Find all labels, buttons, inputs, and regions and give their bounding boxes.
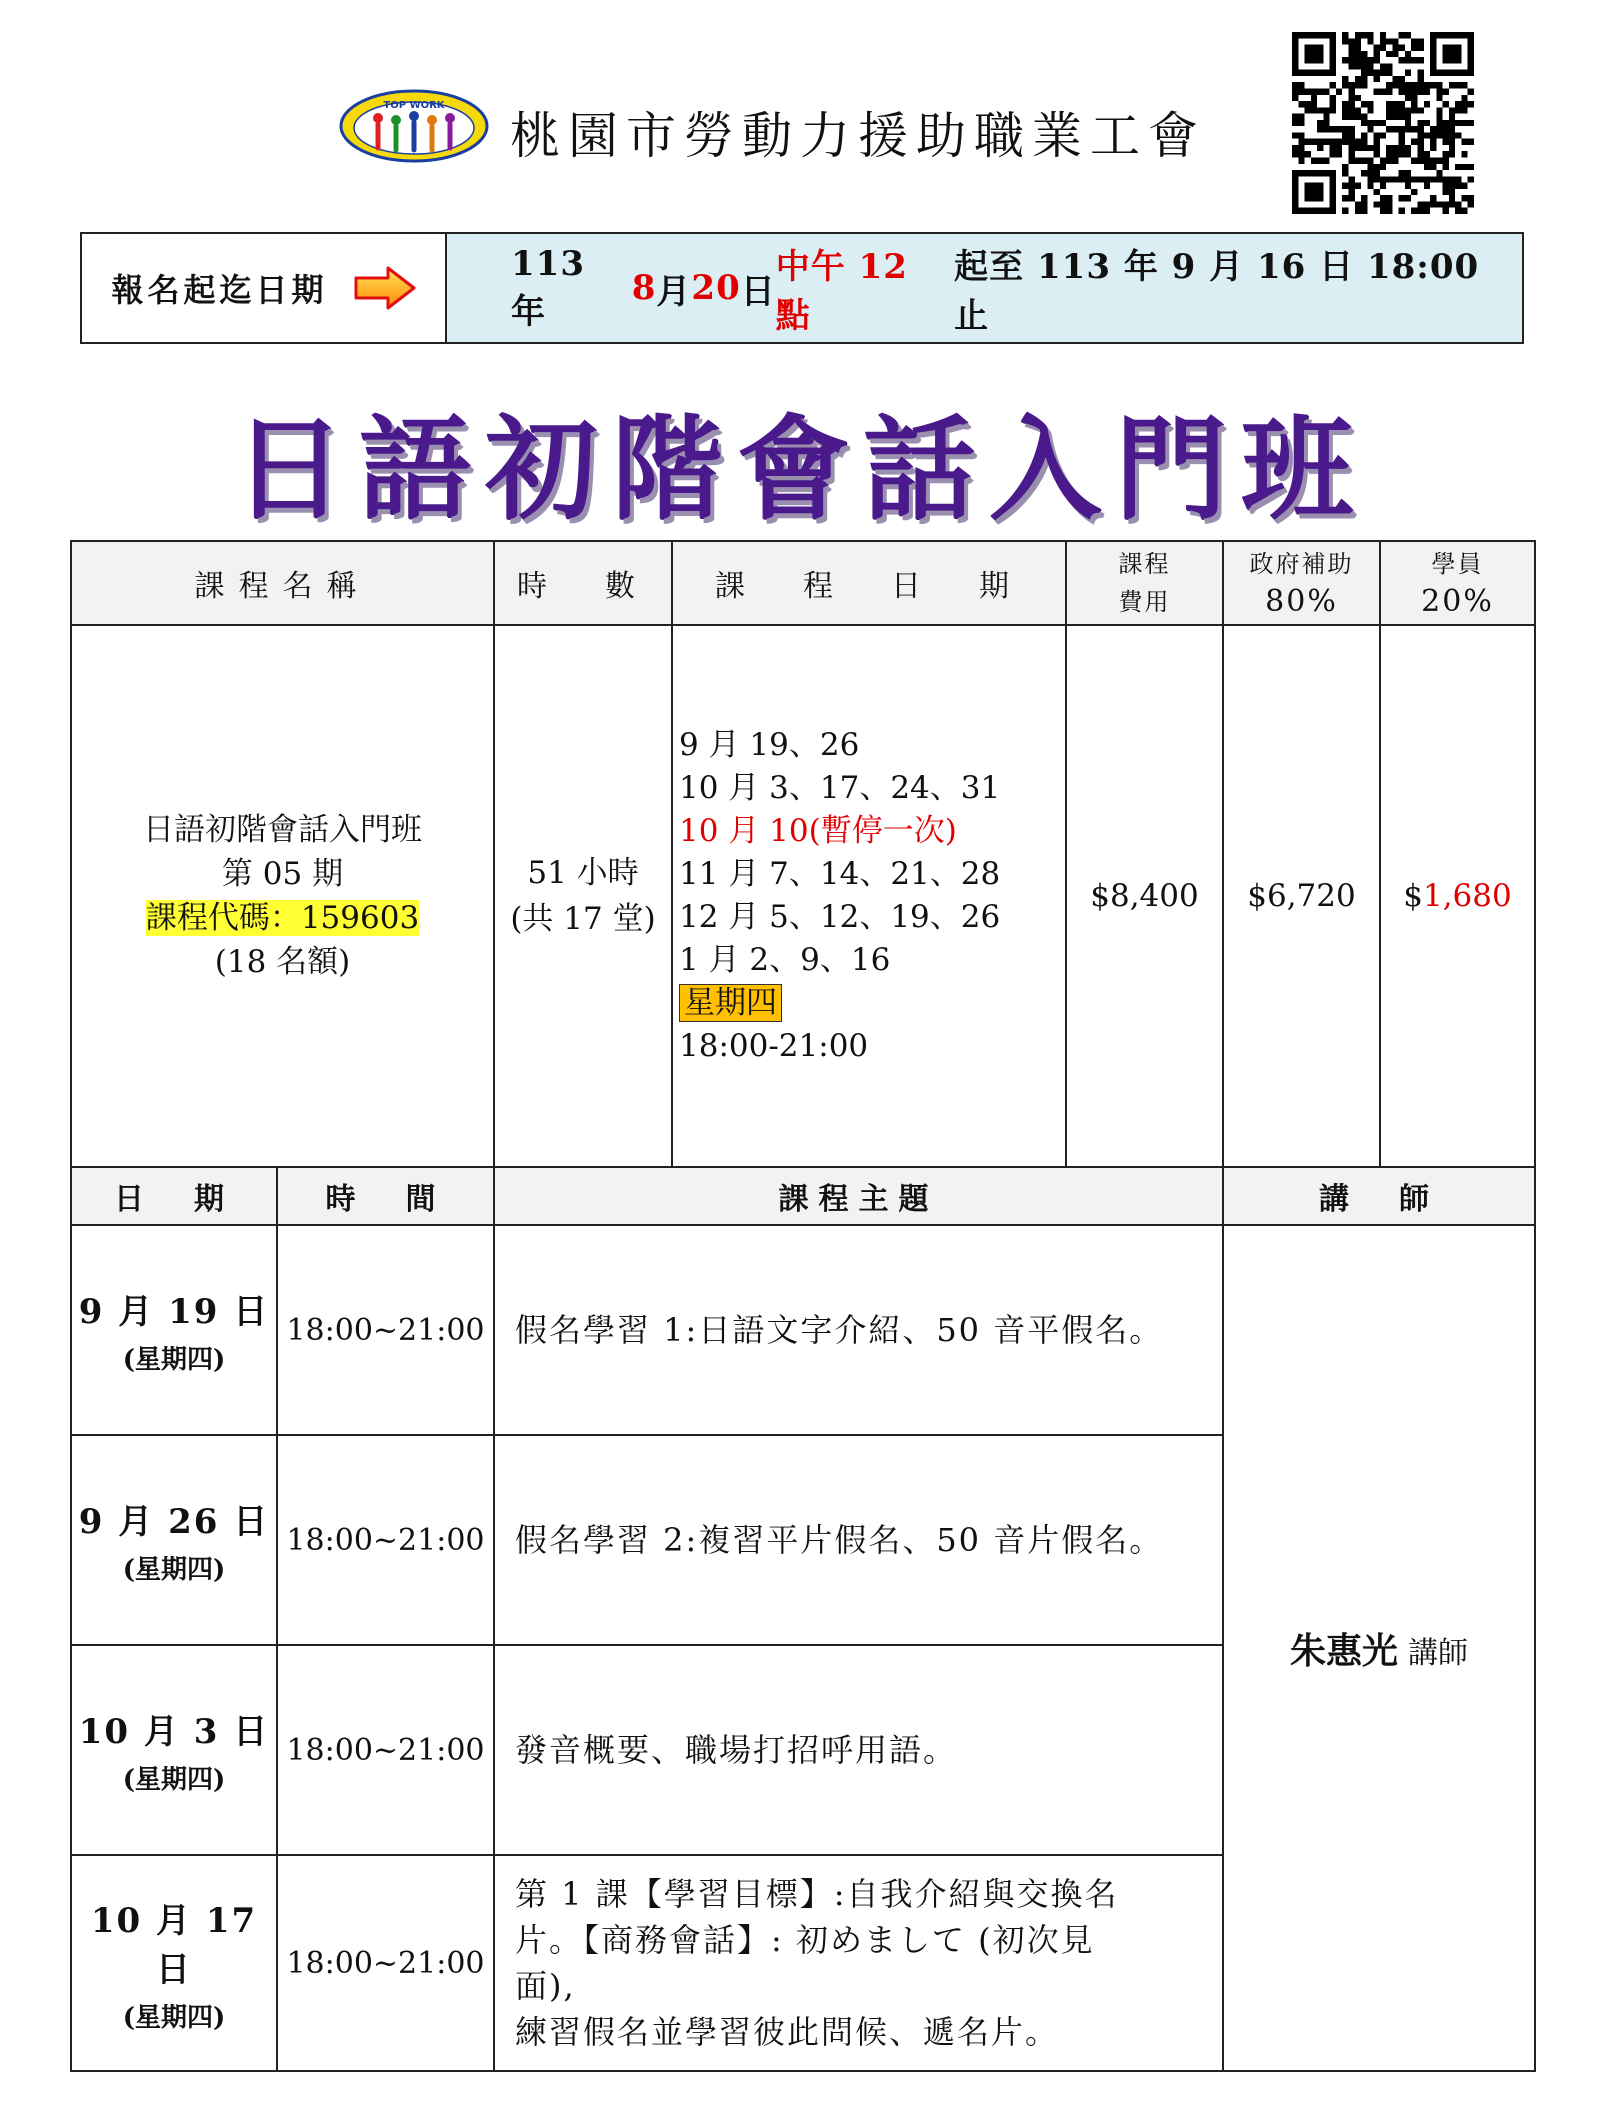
schedule-topic-line: 假名學習 1:日語文字介紹、50 音平假名。 — [515, 1311, 1164, 1349]
schedule-header-date: 日 期 — [71, 1167, 277, 1225]
org-name: 桃園市勞動力援助職業工會 — [510, 107, 1206, 165]
header-gov-line1: 政府補助 — [1249, 550, 1354, 578]
course-code-text: 課程代碼：159603 — [145, 900, 420, 936]
schedule-date-cell — [71, 1435, 277, 1645]
schedule-topic-line: 片。【商務會話】: 初めまして (初次見 — [515, 1921, 1095, 1959]
header-gov-line2: 80% — [1265, 584, 1338, 619]
schedule-row — [71, 1225, 1535, 1435]
header-student — [1380, 541, 1535, 625]
arrow-right-icon — [354, 266, 416, 310]
reg-text-4: 20 — [691, 268, 741, 308]
course-fee: $8,400 — [1066, 625, 1223, 1167]
schedule-topic-line: 假名學習 2:複習平片假名、50 音片假名。 — [515, 1521, 1164, 1559]
schedule-header-teacher: 講 師 — [1223, 1167, 1535, 1225]
reg-text-3: 月 — [656, 271, 692, 312]
course-table — [70, 540, 1536, 1168]
course-quota: (18 名額) — [214, 944, 351, 980]
header-gov-subsidy — [1223, 541, 1380, 625]
header-course-name: 課程名稱 — [71, 541, 494, 625]
schedule-table — [70, 1166, 1536, 2072]
header-student-line2: 20% — [1421, 584, 1494, 619]
registration-label-cell — [82, 234, 447, 342]
reg-text-5: 日 — [740, 271, 776, 312]
course-term: 第 05 期 — [221, 856, 344, 892]
course-date-line: 10 月 3、17、24、31 — [679, 770, 1001, 806]
schedule-time: 18:00~21:00 — [277, 1225, 494, 1435]
course-weekday — [679, 982, 1065, 1025]
qr-code[interactable] — [1292, 32, 1474, 214]
schedule-topic — [494, 1435, 1223, 1645]
student-fee-prefix: $ — [1403, 878, 1423, 914]
course-table-header — [71, 541, 1535, 625]
course-student-fee — [1380, 625, 1535, 1167]
course-name-cell — [71, 625, 494, 1167]
schedule-topic — [494, 1645, 1223, 1855]
schedule-topic — [494, 1225, 1223, 1435]
header-hours: 時 數 — [494, 541, 672, 625]
schedule-date: 10 月 3 日 — [78, 1712, 270, 1752]
schedule-date-cell — [71, 1225, 277, 1435]
schedule-weekday: (星期四) — [122, 2002, 226, 2033]
student-fee-amount: 1,680 — [1422, 878, 1512, 914]
teacher-cell — [1223, 1225, 1535, 2071]
course-name: 日語初階會話入門班 — [143, 812, 422, 848]
course-date-line: 11 月 7、14、21、28 — [679, 856, 1001, 892]
schedule-header — [71, 1167, 1535, 1225]
teacher-title: 講師 — [1408, 1635, 1468, 1671]
course-hours: 51 小時 — [527, 855, 639, 891]
header-fee — [1066, 541, 1223, 625]
reg-text-6: 中午 12 點 — [775, 247, 908, 336]
logo-text: TOP WORK — [383, 100, 445, 111]
union-logo — [338, 88, 490, 164]
schedule-date: 9 月 26 日 — [78, 1502, 270, 1542]
course-dates-cell — [672, 625, 1066, 1167]
course-code — [72, 896, 493, 940]
reg-text-2: 8 — [631, 268, 657, 308]
schedule-topic-line: 面), — [515, 1967, 576, 2005]
page-title: 日語初階會話入門班 — [233, 405, 1367, 535]
course-date-line: 12 月 5、12、19、26 — [679, 899, 1001, 935]
registration-period — [447, 234, 1522, 342]
schedule-weekday: (星期四) — [122, 1345, 226, 1375]
schedule-date-cell — [71, 1855, 277, 2071]
header-fee-line2: 費用 — [1118, 588, 1171, 616]
schedule-header-topic: 課程主題 — [494, 1167, 1223, 1225]
schedule-date: 9 月 19 日 — [78, 1292, 270, 1332]
schedule-topic-line: 第 1 課【學習目標】:自我介紹與交換名 — [515, 1875, 1119, 1913]
course-row — [71, 625, 1535, 1167]
course-time: 18:00-21:00 — [679, 1028, 869, 1064]
schedule-topic-line: 發音概要、職場打招呼用語。 — [515, 1731, 958, 1769]
registration-bar — [80, 232, 1524, 344]
schedule-topic — [494, 1855, 1223, 2071]
schedule-weekday: (星期四) — [122, 1765, 226, 1795]
course-gov-subsidy: $6,720 — [1223, 625, 1380, 1167]
course-date-line: 1 月 2、9、16 — [679, 942, 891, 978]
schedule-time: 18:00~21:00 — [277, 1435, 494, 1645]
reg-text-1: 113 年 — [511, 243, 585, 332]
schedule-date: 10 月 17 日 — [90, 1900, 258, 1990]
registration-label: 報名起迄日期 — [111, 271, 328, 309]
schedule-weekday: (星期四) — [122, 1555, 226, 1585]
reg-text-7: 起至 113 年 9 月 16 日 18:00 止 — [954, 247, 1480, 336]
header-student-line1: 學員 — [1431, 550, 1484, 578]
teacher-name: 朱惠光 — [1289, 1630, 1398, 1672]
schedule-topic-line: 練習假名並學習彼此問候、遞名片。 — [515, 2013, 1060, 2051]
course-hours-cell — [494, 625, 672, 1167]
header-fee-line1: 課程 — [1118, 550, 1171, 578]
course-date-line: 9 月 19、26 — [679, 727, 860, 763]
schedule-time: 18:00~21:00 — [277, 1855, 494, 2071]
schedule-time: 18:00~21:00 — [277, 1645, 494, 1855]
schedule-date-cell — [71, 1645, 277, 1855]
course-weekday-badge: 星期四 — [679, 984, 782, 1022]
course-sessions: (共 17 堂) — [510, 901, 656, 937]
header-dates: 課 程 日 期 — [672, 541, 1066, 625]
schedule-header-time: 時 間 — [277, 1167, 494, 1225]
course-date-paused: 10 月 10(暫停一次) — [679, 813, 957, 849]
